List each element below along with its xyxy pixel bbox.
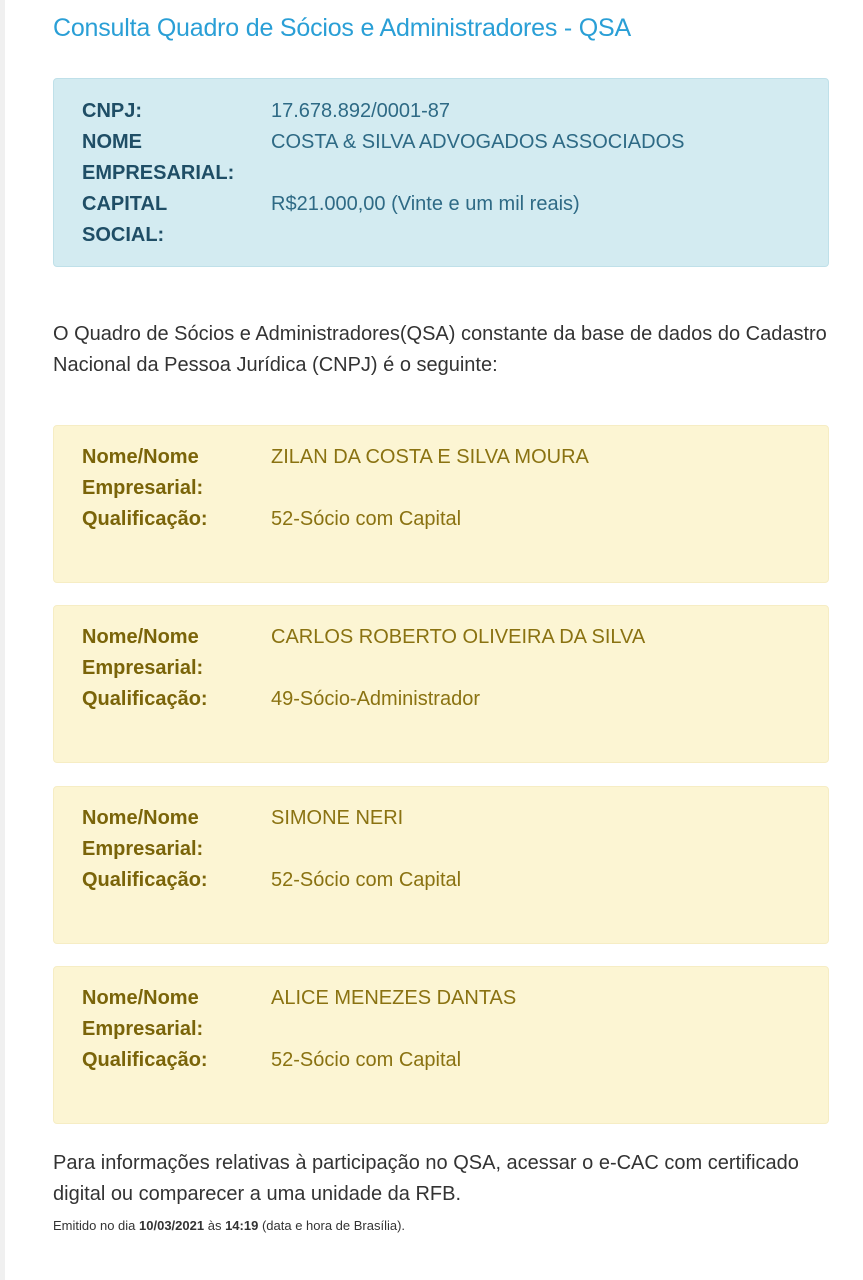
partner-card <box>53 966 829 1124</box>
partner-name-label <box>82 983 242 1045</box>
partner-name-label-line2: Empresarial: <box>82 1018 204 1040</box>
emission-middle: às <box>207 1218 222 1233</box>
partner-qualification-value: 49-Sócio-Administrador <box>271 688 480 710</box>
emission-prefix: Emitido no dia <box>53 1218 136 1233</box>
capital-label <box>82 189 242 251</box>
partner-name-label-line2: Empresarial: <box>82 477 204 499</box>
company-name-label-line1: NOME <box>82 131 142 153</box>
partner-qualification-label: Qualificação: <box>82 869 208 891</box>
partner-card <box>53 605 829 763</box>
partner-name-value: ALICE MENEZES DANTAS <box>271 987 517 1009</box>
partner-name-label <box>82 442 242 504</box>
partner-card <box>53 786 829 944</box>
intro-text: O Quadro de Sócios e Administradores(QSA) constante da base de dados do Cadastro Nacional da Pessoa Jurídica (CNPJ) é o seguinte: <box>53 323 827 376</box>
partner-name-label-line1: Nome/Nome <box>82 446 199 468</box>
partner-name-label-line2: Empresarial: <box>82 657 204 679</box>
capital-label-line1: CAPITAL <box>82 193 168 215</box>
partner-name-label <box>82 622 242 684</box>
partner-name-value: CARLOS ROBERTO OLIVEIRA DA SILVA <box>271 626 646 648</box>
partner-name-label <box>82 803 242 865</box>
company-name-value: COSTA & SILVA ADVOGADOS ASSOCIADOS <box>271 131 685 153</box>
cnpj-value: 17.678.892/0001-87 <box>271 100 451 122</box>
partner-qualification-value: 52-Sócio com Capital <box>271 869 462 891</box>
left-edge-rule <box>0 0 5 1280</box>
company-info-box <box>53 78 829 267</box>
partner-qualification-value: 52-Sócio com Capital <box>271 508 462 530</box>
emission-stamp <box>53 1218 405 1233</box>
partner-name-label-line1: Nome/Nome <box>82 987 199 1009</box>
company-name-label-line2: EMPRESARIAL: <box>82 162 235 184</box>
page-title: Consulta Quadro de Sócios e Administradores - QSA <box>53 14 631 42</box>
partner-name-value: ZILAN DA COSTA E SILVA MOURA <box>271 446 589 468</box>
cnpj-label: CNPJ: <box>82 100 143 122</box>
capital-value: R$21.000,00 (Vinte e um mil reais) <box>271 193 580 215</box>
emission-time: 14:19 <box>225 1218 259 1233</box>
footer-note: Para informações relativas à participação no QSA, acessar o e-CAC com certificado digital ou comparecer a uma unidade da RFB. <box>53 1152 799 1205</box>
company-name-label <box>82 127 242 189</box>
partner-qualification-label: Qualificação: <box>82 688 208 710</box>
emission-date: 10/03/2021 <box>139 1218 205 1233</box>
partner-name-label-line1: Nome/Nome <box>82 626 199 648</box>
partner-qualification-label: Qualificação: <box>82 508 208 530</box>
partner-qualification-value: 52-Sócio com Capital <box>271 1049 462 1071</box>
capital-label-line2: SOCIAL: <box>82 224 165 246</box>
partner-qualification-label: Qualificação: <box>82 1049 208 1071</box>
emission-suffix: (data e hora de Brasília). <box>261 1218 406 1233</box>
partner-card <box>53 425 829 583</box>
partner-name-label-line2: Empresarial: <box>82 838 204 860</box>
partner-name-label-line1: Nome/Nome <box>82 807 199 829</box>
partner-name-value: SIMONE NERI <box>271 807 404 829</box>
